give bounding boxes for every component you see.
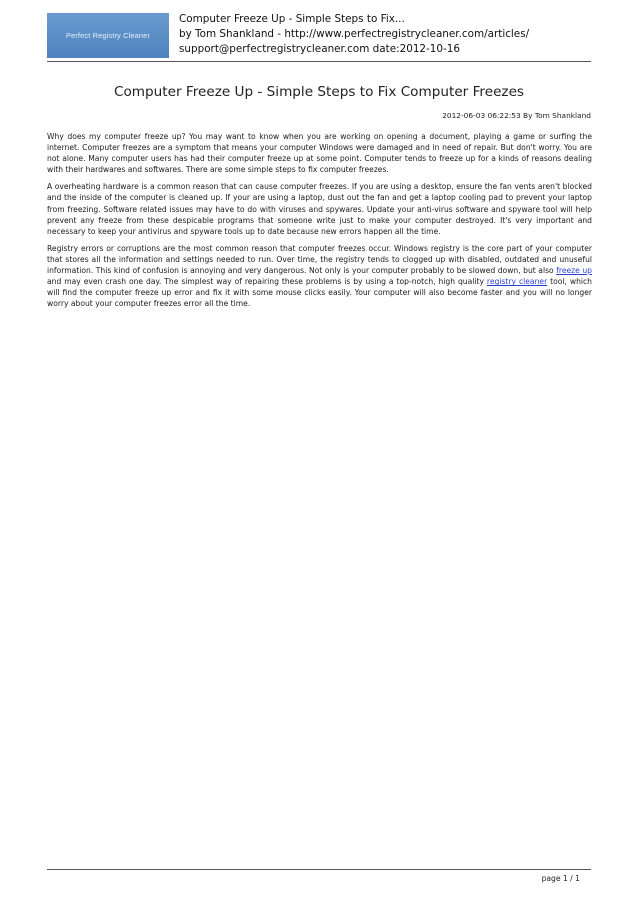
- logo-text: Perfect Registry Cleaner: [65, 31, 151, 40]
- document-header: [179, 12, 599, 57]
- footer-divider: [47, 869, 591, 870]
- header-title: Computer Freeze Up - Simple Steps to Fix...: [179, 13, 405, 25]
- header-byline: by Tom Shankland - http://www.perfectregistrycleaner.com/articles/: [179, 28, 530, 40]
- paragraph-2: A overheating hardware is a common reason that can cause computer freezes. If you are using a desktop, ensure the fan vents aren't blocked and the inside of the computer is cleaned up. If your are using a laptop, dust out the fan and get a laptop cooling pad to prevent your laptop from freezing. Software related issues may have to do with viruses and spywares. Update your anti-virus software and spyware tool will help prevent any freeze from these despicable programs that someone write just to make your computer destroyed. It's very important and necessary to keep your antivirus and spyware tools up to date because new errors happen all the time.: [47, 182, 592, 236]
- paragraph-3: [47, 243, 592, 310]
- freeze-up-link[interactable]: freeze up: [556, 266, 592, 276]
- paragraph-3-part-3: tool, which will find the computer freeze up error and fix it with some mouse clicks easily. Your computer will also become faster and you will no longer worry about your computer freezes error all the time.: [47, 277, 592, 309]
- site-logo: [47, 13, 169, 58]
- paragraph-1: Why does my computer freeze up? You may want to know when you are working on opening a document, playing a game or surfing the internet. Computer freezes are a symptom that means your computer Windows were damaged and in need of repair. But don't worry. You are not alone. Many computer users has had their computer freeze up at some point. Computer tends to freeze up for a kinds of reasons dealing with their hardwares and softwares. There are some simple steps to fix computer freezes.: [47, 132, 592, 175]
- article-byline: 2012-06-03 06:22:53 By Tom Shankland: [442, 111, 591, 120]
- header-contact: support@perfectregistrycleaner.com date:2012-10-16: [179, 43, 460, 55]
- page-number: page 1 / 1: [541, 874, 580, 883]
- article-body: [47, 131, 592, 315]
- registry-cleaner-link[interactable]: registry cleaner: [486, 277, 548, 287]
- header-divider: [47, 61, 591, 62]
- paragraph-3-part-1: Registry errors or corruptions are the most common reason that computer freezes occur. Windows registry is the core part of your computer that stores all the information and settings needed to run. Over time, the registry tends to clogged up with disabled, outdated and unuseful information. This kind of confusion is annoying and very dangerous. Not only is your computer probably to be slowed down, but also: [47, 243, 592, 276]
- paragraph-3-part-2: and may even crash one day. The simplest way of repairing these problems is by using a top-notch, high quality: [47, 277, 487, 287]
- article-title: Computer Freeze Up - Simple Steps to Fix Computer Freezes: [113, 84, 525, 100]
